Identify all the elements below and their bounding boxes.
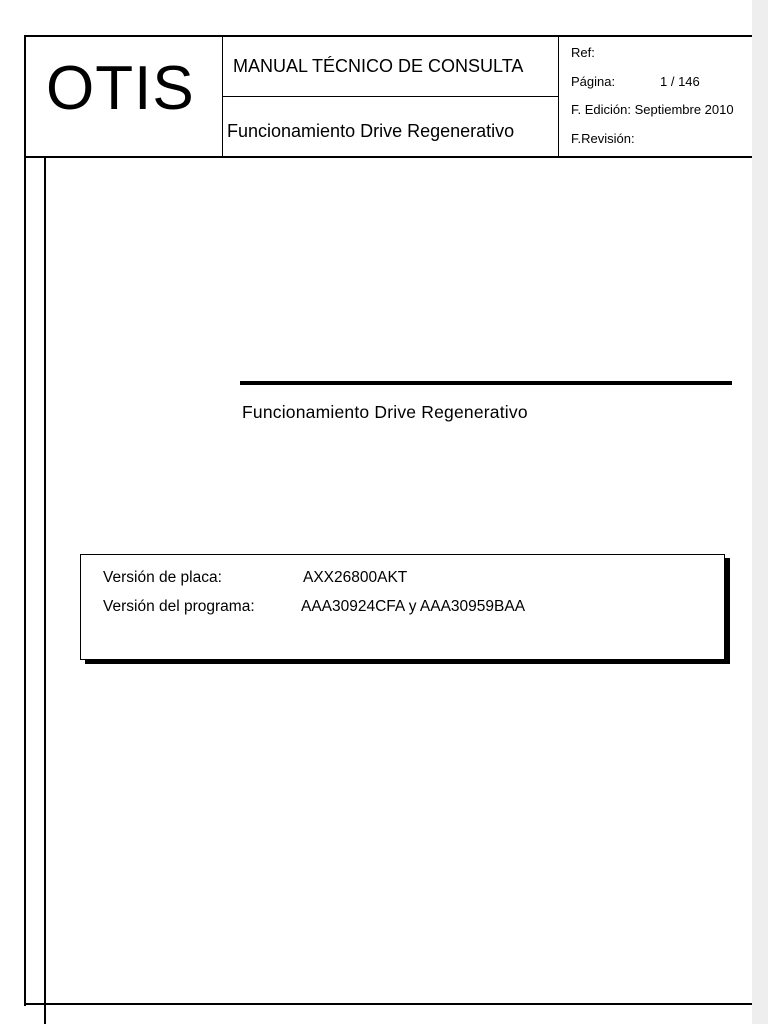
header-bottom-border [24, 156, 752, 158]
title-rule [240, 381, 732, 385]
page-inner-left-border [44, 158, 46, 1024]
page-bottom-border [24, 1003, 752, 1005]
board-version-label: Versión de placa: [103, 569, 222, 586]
header-meta-divider [558, 35, 559, 158]
header-top-border [24, 35, 752, 37]
board-version-value: AXX26800AKT [303, 569, 408, 586]
program-version-value: AAA30924CFA y AAA30959BAA [301, 598, 526, 615]
ref-label: Ref: [571, 45, 595, 60]
header-logo-divider [222, 35, 223, 158]
viewer-background [752, 0, 768, 1024]
edition-date: F. Edición: Septiembre 2010 [571, 102, 734, 117]
revision-label: F.Revisión: [571, 131, 635, 146]
program-version-label: Versión del programa: [103, 598, 255, 615]
header-subtitle: Funcionamiento Drive Regenerativo [227, 121, 515, 141]
cover-title: Funcionamiento Drive Regenerativo [242, 402, 528, 422]
manual-title: MANUAL TÉCNICO DE CONSULTA [233, 56, 524, 76]
header-left-border [24, 35, 26, 158]
otis-logo: OTIS [46, 54, 195, 123]
page-label: Página: [571, 74, 616, 89]
page-number: 1 / 146 [660, 74, 700, 89]
version-box [80, 554, 725, 660]
page-left-border [24, 156, 26, 1006]
header-middle-divider [222, 96, 558, 97]
